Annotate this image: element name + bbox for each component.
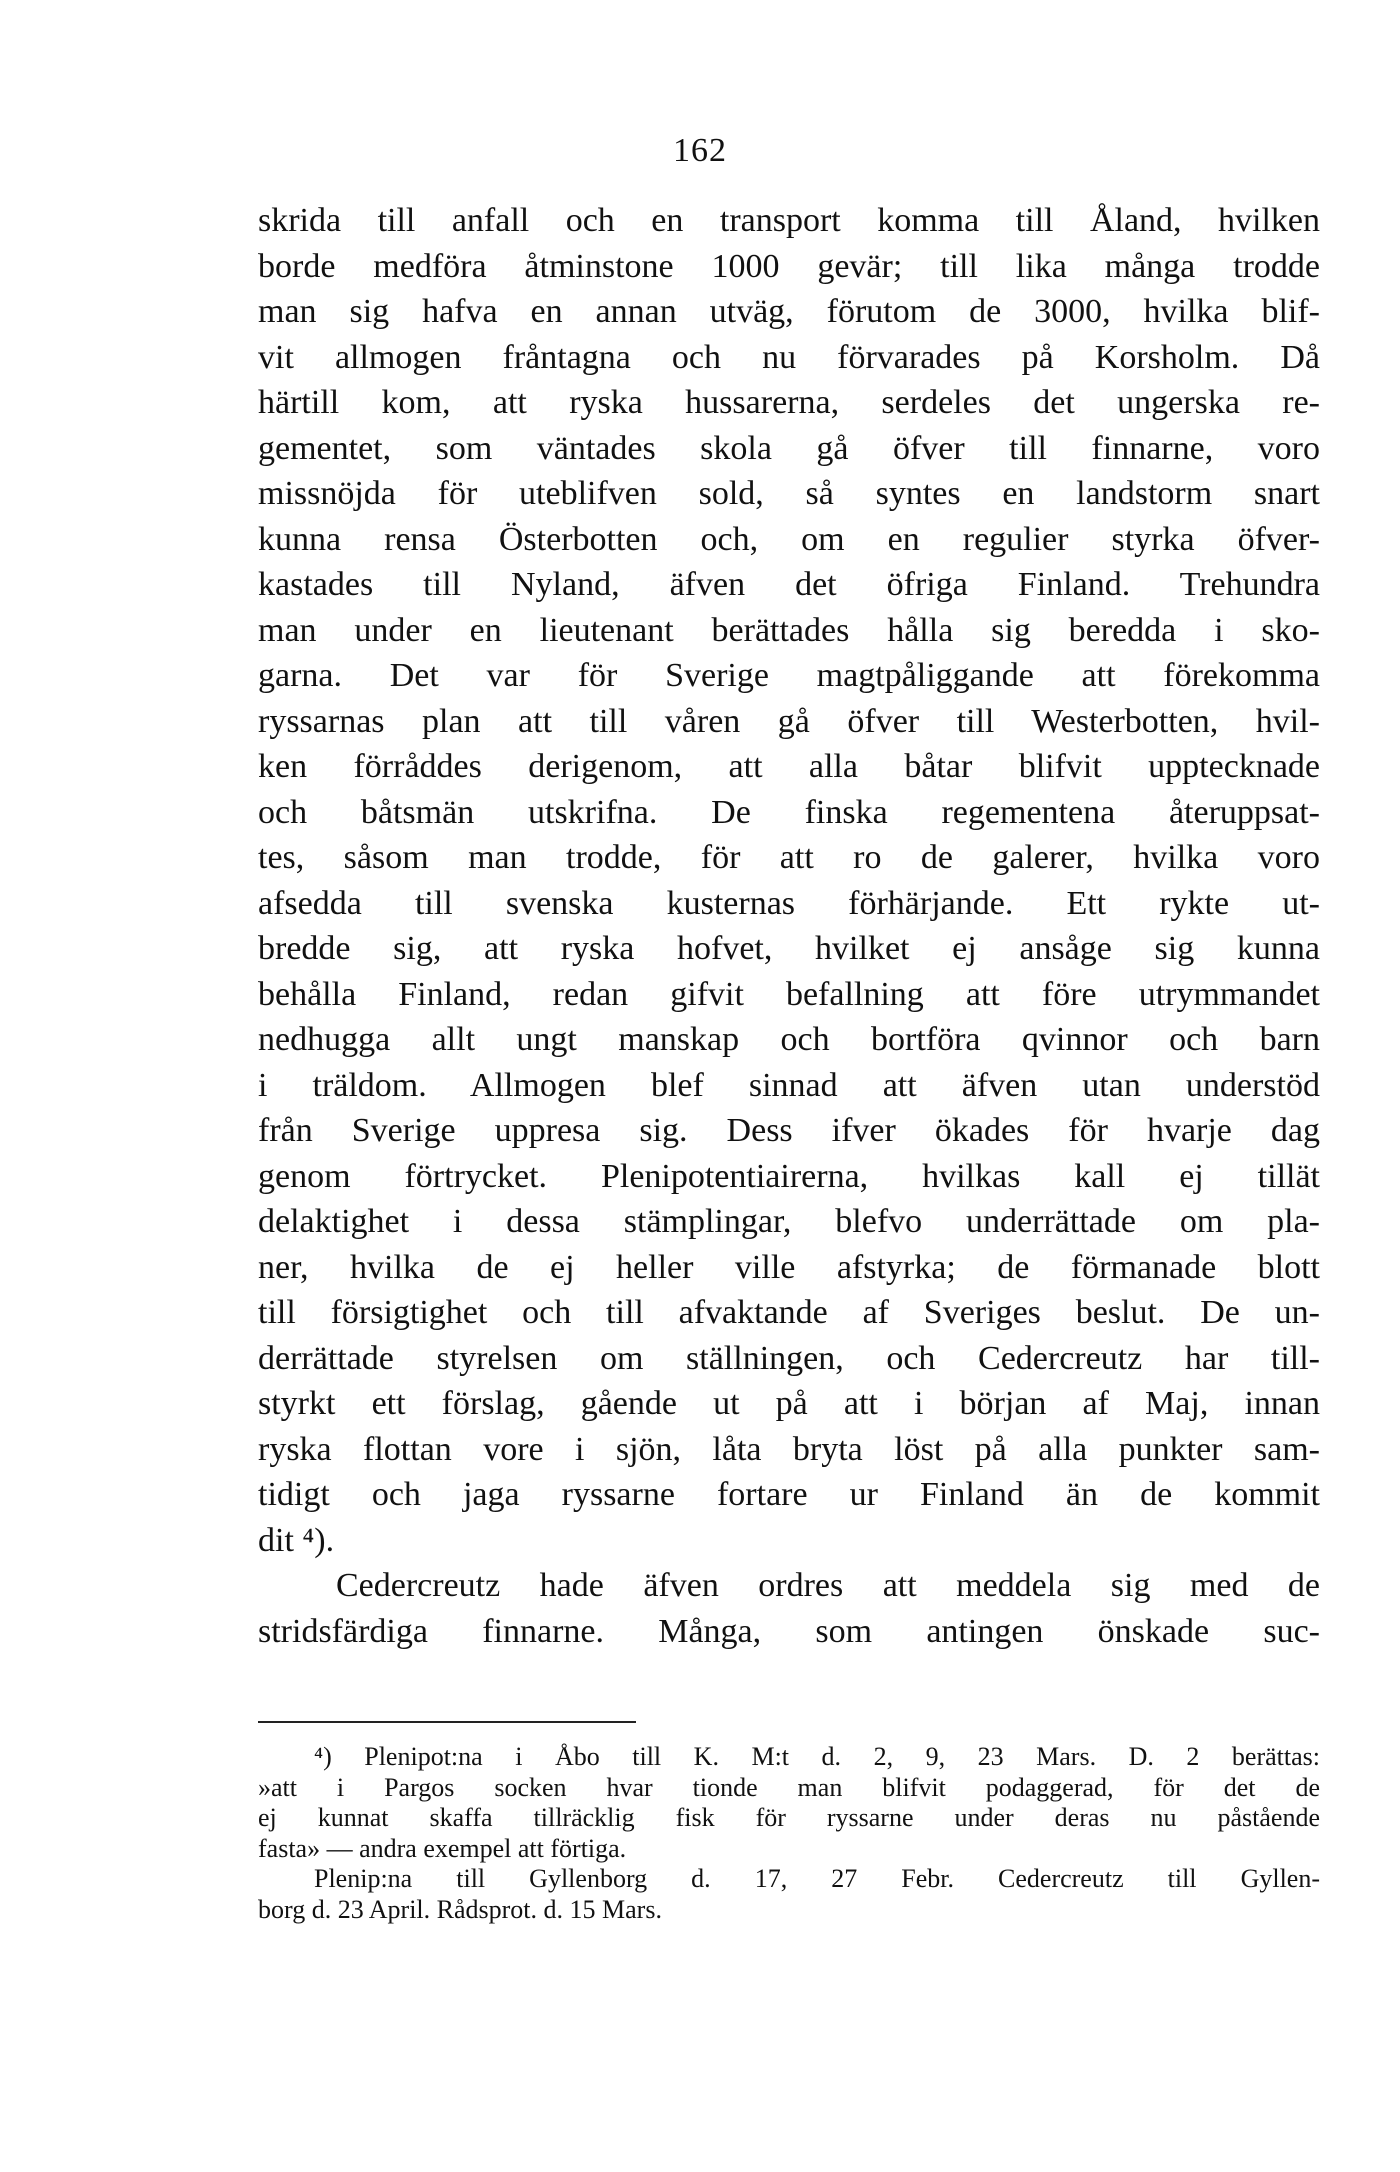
body-text — [258, 198, 1320, 1654]
body-line: genom förtrycket. Plenipotentiairerna, hvilkas kall ej tillät — [258, 1157, 1320, 1195]
footnote-line: »att i Pargos socken hvar tionde man blifvit podaggerad, för det de — [258, 1772, 1320, 1802]
body-line: skrida till anfall och en transport komma till Åland, hvilken — [258, 202, 1320, 239]
body-line: och båtsmän utskrifna. De finska regementena återuppsat- — [258, 793, 1320, 831]
body-line: nedhugga allt ungt manskap och bortföra qvinnor och barn — [258, 1021, 1320, 1058]
body-line: man sig hafva en annan utväg, förutom de 3000, hvilka blif- — [258, 293, 1320, 330]
body-line: ryska flottan vore i sjön, låta bryta löst på alla punkter sam- — [258, 1430, 1320, 1468]
body-line: ken förråddes derigenom, att alla båtar blifvit upptecknade — [258, 748, 1320, 785]
body-line: garna. Det var för Sverige magtpåliggande att förekomma — [258, 657, 1320, 694]
body-line: bredde sig, att ryska hofvet, hvilket ej ansåge sig kunna — [258, 930, 1320, 967]
body-line: styrkt ett förslag, gående ut på att i början af Maj, innan — [258, 1385, 1320, 1422]
body-line: tidigt och jaga ryssarne fortare ur Finland än de kommit — [258, 1476, 1320, 1513]
body-line: stridsfärdiga finnarne. Många, som antingen önskade suc- — [258, 1612, 1320, 1650]
footnotes — [258, 1742, 1320, 1925]
body-line: derrättade styrelsen om ställningen, och Cedercreutz har till- — [258, 1339, 1320, 1377]
body-line: behålla Finland, redan gifvit befallning att före utrymmandet — [258, 975, 1320, 1013]
body-line: ryssarnas plan att till våren gå öfver till Westerbotten, hvil- — [258, 702, 1320, 740]
body-line: tes, såsom man trodde, för att ro de galerer, hvilka voro — [258, 839, 1320, 876]
body-line: från Sverige uppresa sig. Dess ifver ökades för hvarje dag — [258, 1112, 1320, 1149]
body-line: man under en lieutenant berättades hålla sig beredda i sko- — [258, 611, 1320, 649]
body-line: borde medföra åtminstone 1000 gevär; till lika många trodde — [258, 247, 1320, 285]
body-line: härtill kom, att ryska hussarerna, serdeles det ungerska re- — [258, 384, 1320, 421]
body-line: i träldom. Allmogen blef sinnad att äfven utan understöd — [258, 1066, 1320, 1104]
footnote-line: fasta» — andra exempel att förtiga. — [258, 1833, 627, 1863]
body-line: afsedda till svenska kusternas förhärjande. Ett rykte ut- — [258, 884, 1320, 922]
footnote-line: ej kunnat skaffa tillräcklig fisk för ryssarne under deras nu påstående — [258, 1803, 1320, 1832]
body-line: ner, hvilka de ej heller ville afstyrka; de förmanade blott — [258, 1248, 1320, 1286]
footnote-line: Plenip:na till Gyllenborg d. 17, 27 Febr. Cedercreutz till Gyllen- — [314, 1864, 1320, 1893]
body-line: gementet, som väntades skola gå öfver till finnarne, voro — [258, 429, 1320, 467]
page-number: 162 — [673, 132, 727, 169]
body-line: till försigtighet och till afvaktande af Sveriges beslut. De un- — [258, 1294, 1320, 1331]
body-line: dit ⁴). — [258, 1521, 335, 1559]
body-line: missnöjda för uteblifven sold, så syntes en landstorm snart — [258, 475, 1320, 512]
footnote-divider — [258, 1721, 636, 1723]
body-line: kastades till Nyland, äfven det öfriga Finland. Trehundra — [258, 566, 1320, 603]
body-line: delaktighet i dessa stämplingar, blefvo underrättade om pla- — [258, 1203, 1320, 1240]
body-line: kunna rensa Österbotten och, om en regulier styrka öfver- — [258, 520, 1320, 558]
footnote-line: ⁴) Plenipot:na i Åbo till K. M:t d. 2, 9, 23 Mars. D. 2 berättas: — [314, 1742, 1320, 1771]
footnote-line: borg d. 23 April. Rådsprot. d. 15 Mars. — [258, 1894, 662, 1924]
body-line-paragraph-start: Cedercreutz hade äfven ordres att meddela sig med de — [336, 1567, 1320, 1604]
body-line: vit allmogen fråntagna och nu förvarades på Korsholm. Då — [258, 338, 1320, 376]
